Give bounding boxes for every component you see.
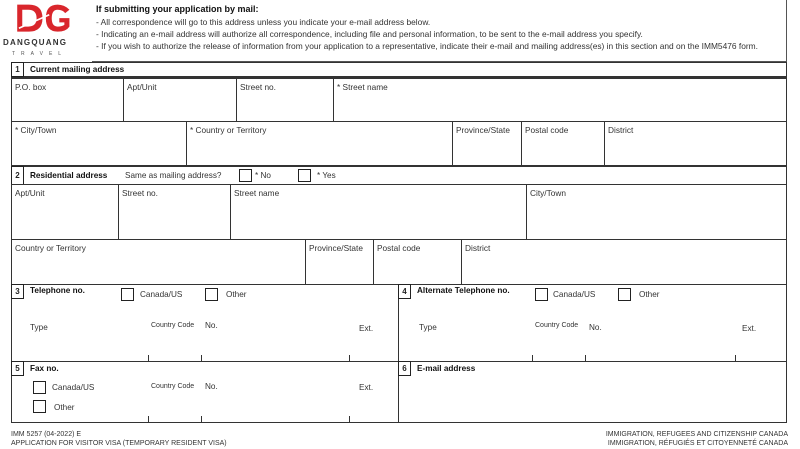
- po-box-field[interactable]: [11, 77, 124, 122]
- section-5-fax: [11, 361, 399, 423]
- res-postal-code-field[interactable]: [373, 239, 462, 285]
- postal-code-field[interactable]: [521, 121, 605, 166]
- alt-phone-canada-us-checkbox[interactable]: [535, 288, 548, 301]
- canada-us-label: Canada/US: [553, 290, 596, 299]
- field-label: * City/Town: [15, 125, 57, 135]
- department-fr: IMMIGRATION, RÉFUGIÉS ET CITOYENNETÉ CANADA: [607, 440, 788, 447]
- res-country-field[interactable]: [11, 239, 306, 285]
- section-2-header: [11, 166, 787, 185]
- phone-canada-us-checkbox[interactable]: [121, 288, 134, 301]
- field-label: District: [608, 125, 634, 135]
- section-6-email[interactable]: [398, 361, 787, 423]
- number-label: No.: [205, 321, 218, 330]
- field-label: Street no.: [122, 188, 158, 198]
- company-logo: [0, 0, 92, 62]
- department-en: IMMIGRATION, REFUGEES AND CITIZENSHIP CANADA: [605, 431, 788, 438]
- field-label: Province/State: [456, 125, 510, 135]
- street-no-field[interactable]: [236, 77, 334, 122]
- type-label: Type: [419, 323, 437, 332]
- canada-us-label: Canada/US: [52, 383, 95, 392]
- street-name-field[interactable]: [333, 77, 787, 122]
- section-3-telephone: [11, 284, 399, 362]
- alt-phone-other-checkbox[interactable]: [618, 288, 631, 301]
- number-label: No.: [589, 323, 602, 332]
- field-divider-tick: [349, 416, 350, 422]
- field-label: Postal code: [377, 243, 421, 253]
- res-province-state-field[interactable]: [305, 239, 374, 285]
- section-title: Alternate Telephone no.: [417, 286, 510, 295]
- other-label: Other: [226, 290, 247, 299]
- district-field[interactable]: [604, 121, 787, 166]
- field-label: Apt/Unit: [15, 188, 45, 198]
- section-number: 2: [11, 166, 24, 185]
- res-city-town-field[interactable]: [526, 184, 787, 240]
- section-number: 3: [11, 284, 24, 299]
- ext-label: Ext.: [359, 324, 374, 333]
- field-label: Street name: [234, 188, 280, 198]
- field-label: P.O. box: [15, 82, 47, 92]
- res-district-field[interactable]: [461, 239, 787, 285]
- country-field[interactable]: [186, 121, 453, 166]
- same-address-no-checkbox[interactable]: [239, 169, 252, 182]
- section-number: 6: [398, 361, 411, 376]
- section-title: Current mailing address: [30, 65, 125, 74]
- section-1-header: [11, 62, 787, 77]
- number-label: No.: [205, 382, 218, 391]
- country-code-label: Country Code: [535, 322, 579, 329]
- section-4-alt-telephone: [398, 284, 787, 362]
- field-label: District: [465, 243, 491, 253]
- form-title: APPLICATION FOR VISITOR VISA (TEMPORARY RESIDENT VISA): [11, 440, 227, 447]
- section-title: Residential address: [30, 171, 108, 180]
- same-address-yes-checkbox[interactable]: [298, 169, 311, 182]
- field-label: * Street name: [337, 82, 388, 92]
- logo-subtext: TRAVEL: [12, 51, 68, 57]
- same-address-question: Same as mailing address?: [125, 171, 222, 180]
- field-label: Postal code: [525, 125, 569, 135]
- option-yes-label: * Yes: [317, 171, 336, 180]
- field-divider-tick: [201, 416, 202, 422]
- fax-other-checkbox[interactable]: [33, 400, 46, 413]
- section-number: 1: [11, 62, 24, 77]
- other-label: Other: [639, 290, 660, 299]
- field-label: City/Town: [530, 188, 566, 198]
- country-code-label: Country Code: [151, 322, 195, 329]
- field-label: Country or Territory: [15, 243, 86, 253]
- fax-canada-us-checkbox[interactable]: [33, 381, 46, 394]
- logo-mark-icon: [14, 3, 76, 35]
- ext-label: Ext.: [742, 324, 757, 333]
- notice-line: - All correspondence will go to this address unless you indicate your e-mail address below.: [96, 17, 431, 27]
- field-label: * Country or Territory: [190, 125, 267, 135]
- city-town-field[interactable]: [11, 121, 187, 166]
- other-label: Other: [54, 403, 75, 412]
- res-apt-unit-field[interactable]: [11, 184, 119, 240]
- type-label: Type: [30, 323, 48, 332]
- logo-text: DANGQUANG: [3, 38, 68, 47]
- section-number: 4: [398, 284, 411, 299]
- canada-us-label: Canada/US: [140, 290, 183, 299]
- section-number: 5: [11, 361, 24, 376]
- form-id: IMM 5257 (04-2022) E: [11, 431, 82, 438]
- res-street-name-field[interactable]: [230, 184, 527, 240]
- apt-unit-field[interactable]: [123, 77, 237, 122]
- province-state-field[interactable]: [452, 121, 522, 166]
- field-label: Apt/Unit: [127, 82, 157, 92]
- country-code-label: Country Code: [151, 383, 195, 390]
- section-title: Telephone no.: [30, 286, 85, 295]
- notice-line: - Indicating an e-mail address will authorize all correspondence, including file and personal information, to be sent to the e-mail address you specify.: [96, 29, 643, 39]
- section-title: Fax no.: [30, 364, 59, 373]
- field-label: Province/State: [309, 243, 363, 253]
- phone-other-checkbox[interactable]: [205, 288, 218, 301]
- notice-title: If submitting your application by mail:: [96, 4, 259, 14]
- field-divider-tick: [148, 416, 149, 422]
- ext-label: Ext.: [359, 383, 374, 392]
- section-title: E-mail address: [417, 364, 476, 373]
- field-label: Street no.: [240, 82, 276, 92]
- option-no-label: * No: [255, 171, 271, 180]
- notice-line: - If you wish to authorize the release of information from your application to a representative, indicate their e-mail and mailing address(es) in this section and on the IMM5476 form.: [96, 41, 758, 51]
- res-street-no-field[interactable]: [118, 184, 231, 240]
